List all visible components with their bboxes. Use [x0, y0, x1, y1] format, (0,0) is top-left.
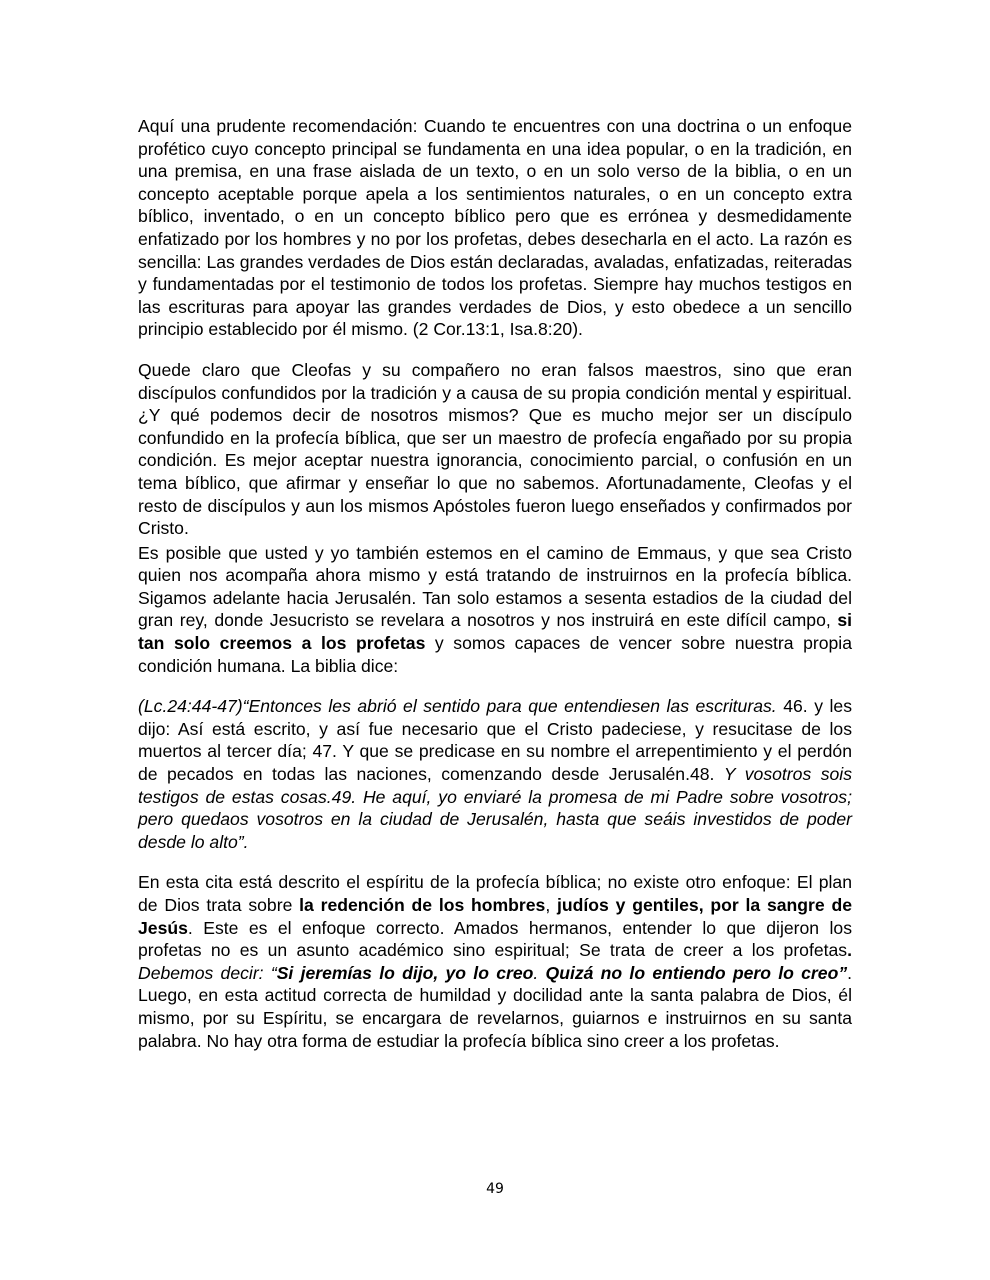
bold-run: la redención de los hombres — [299, 895, 546, 915]
paragraph-emmaus — [138, 542, 852, 678]
italic-run: Y vosotros sois testigos de estas cosas.49. He aquí, yo enviaré la promesa de mi Padre sobre vosotros; pero quedaos vosotros en la ciudad de Jerusalén, hasta que seáis investidos de poder desde lo alto”. — [138, 764, 852, 852]
text-run: Aquí una prudente recomendación: Cuando te encuentres con una doctrina o un enfoque profético cuyo concepto principal se fundamenta en una idea popular, o en la tradición, en una premisa, en una frase aislada de un texto, o en un solo verso de la biblia, o en un concepto aceptable porque apela a los sentimientos naturales, o en un concepto extra bíblico, inventado, o en un concepto bíblico pero que es errónea y desmedidamente enfatizado por los hombres y no por los profetas, debes desecharla en el acto. La razón es sencilla: Las grandes verdades de Dios están declaradas, avaladas, enfatizadas, reiteradas y fundamentadas por el testimonio de todos los profetas. Siempre hay muchos testigos en las escrituras para apoyar las grandes verdades de Dios, y esto obedece a un sencillo principio establecido por él mismo. (2 Cor.13:1, Isa.8:20). — [138, 116, 852, 340]
italic-run: . — [533, 962, 546, 983]
page-number: 49 — [486, 1181, 504, 1197]
text-run: . Luego, en esta actitud correcta de humildad y docilidad ante la santa palabra de Dios, él mismo, por su Espíritu, se encargara de revelarnos, guiarnos e instruirnos en su santa palabra. No hay otra forma de estudiar la profecía bíblica sino creer a los profetas. — [138, 962, 853, 1051]
bold-run: si tan solo creemos a los profetas — [138, 610, 852, 654]
paragraph-bible-quote — [138, 695, 852, 853]
bold-italic-run — [546, 963, 848, 983]
paragraph-cleofas — [138, 359, 852, 540]
text-run: . Este es el enfoque correcto. Amados hermanos, entender lo que dijeron los profetas no es un asunto académico sino espiritual; Se trata de creer a los profetas — [138, 917, 852, 961]
italic-run: (Lc.24:44-47)“Entonces les abrió el sentido para que entendiesen las escrituras. — [138, 696, 777, 717]
text-run: , — [545, 895, 558, 915]
bold-italic-text: Quizá no lo entiendo pero lo creo” — [545, 962, 848, 983]
bold-italic-text: Si jeremías lo dijo, yo lo creo — [276, 962, 534, 983]
bold-run: judíos y gentiles, por la sangre de Jesús — [138, 895, 852, 938]
paragraph-spirit-of-prophecy — [138, 871, 852, 1052]
paragraph-recommendation — [138, 115, 852, 341]
bold-italic-run — [277, 963, 534, 983]
text-run: En esta cita está descrito el espíritu de la profecía bíblica; no existe otro enfoque: El plan de Dios trata sobre — [138, 872, 852, 915]
body-text — [138, 115, 852, 1052]
text-run: Quede claro que Cleofas y su compañero no eran falsos maestros, sino que eran discípulos confundidos por la tradición y a causa de su propia condición mental y espiritual. ¿Y qué podemos decir de nosotros mismos? Que es mucho mejor ser un discípulo confundido en la profecía bíblica, que ser un maestro de profecía engañado por su propia condición. Es mejor aceptar nuestra ignorancia, conocimiento parcial, o confusión en un tema bíblico, que afirmar y enseñar lo que no sabemos. Afortunadamente, Cleofas y el resto de discípulos y aun los mismos Apóstoles fueron luego enseñados y confirmados por Cristo. — [138, 359, 852, 539]
text-run: 46. y les dijo: Así está escrito, y así fue necesario que el Cristo padeciese, y resucitase de los muertos al tercer día; 47. Y que se predicase en su nombre el arrepentimiento y el perdón de pecados en todas las naciones, comenzando desde Jerusalén.48. — [138, 696, 852, 785]
bold-run: . — [847, 940, 852, 961]
text-run: y somos capaces de vencer sobre nuestra propia condición humana. La biblia dice: — [138, 633, 852, 676]
italic-run: Debemos decir: “ — [138, 962, 277, 983]
text-run: Es posible que usted y yo también estemos en el camino de Emmaus, y que sea Cristo quien nos acompaña ahora mismo y está tratando de instruirnos en la profecía bíblica. Sigamos adelante hacia Jerusalén. Tan solo estamos a sesenta estadios de la ciudad del gran rey, donde Jesucristo se revelara a nosotros y nos instruirá en este difícil campo, — [138, 542, 852, 631]
